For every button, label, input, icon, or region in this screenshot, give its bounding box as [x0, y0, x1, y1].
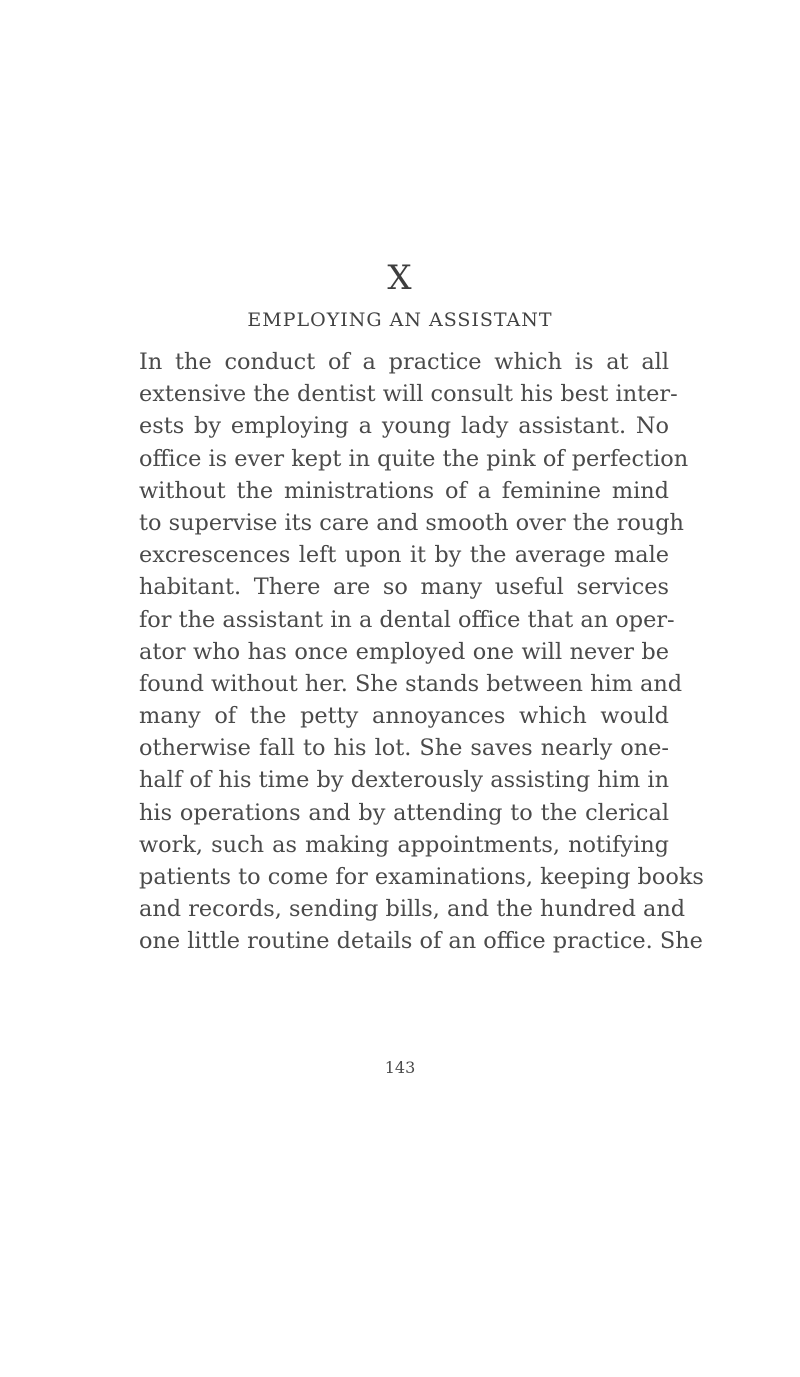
- text-line: for the assistant in a dental office that an oper-: [139, 606, 675, 633]
- text-line: ator who has once employed one will never be: [139, 638, 669, 665]
- text-line: one little routine details of an office practice. She: [139, 928, 703, 955]
- text-line: to supervise its care and smooth over the rough: [139, 509, 684, 536]
- text-line: found without her. She stands between him and: [139, 670, 683, 697]
- text-line: his operations and by attending to the clerical: [139, 799, 669, 826]
- text-line: many of the petty annoyances which would: [139, 703, 669, 730]
- text-line: half of his time by dexterously assisting him in: [139, 767, 669, 794]
- text-line: and records, sending bills, and the hundred and: [139, 896, 686, 923]
- chapter-title: EMPLOYING AN ASSISTANT: [247, 309, 553, 331]
- text-line: habitant. There are so many useful services: [139, 574, 669, 601]
- body-paragraph: [139, 346, 704, 958]
- text-line: work, such as making appointments, notifying: [139, 831, 669, 858]
- text-line: extensive the dentist will consult his best inter-: [139, 381, 678, 408]
- text-line: office is ever kept in quite the pink of perfection: [139, 445, 689, 472]
- text-line: without the ministrations of a feminine mind: [139, 477, 669, 504]
- chapter-number: X: [387, 258, 413, 298]
- text-line: ests by employing a young lady assistant. No: [139, 413, 669, 440]
- page-number: 143: [384, 1058, 416, 1077]
- text-line: otherwise fall to his lot. She saves nearly one-: [139, 735, 669, 762]
- text-line: excrescences left upon it by the average male: [139, 542, 669, 569]
- text-line: In the conduct of a practice which is at all: [139, 349, 669, 375]
- text-line: patients to come for examinations, keeping books: [139, 864, 704, 890]
